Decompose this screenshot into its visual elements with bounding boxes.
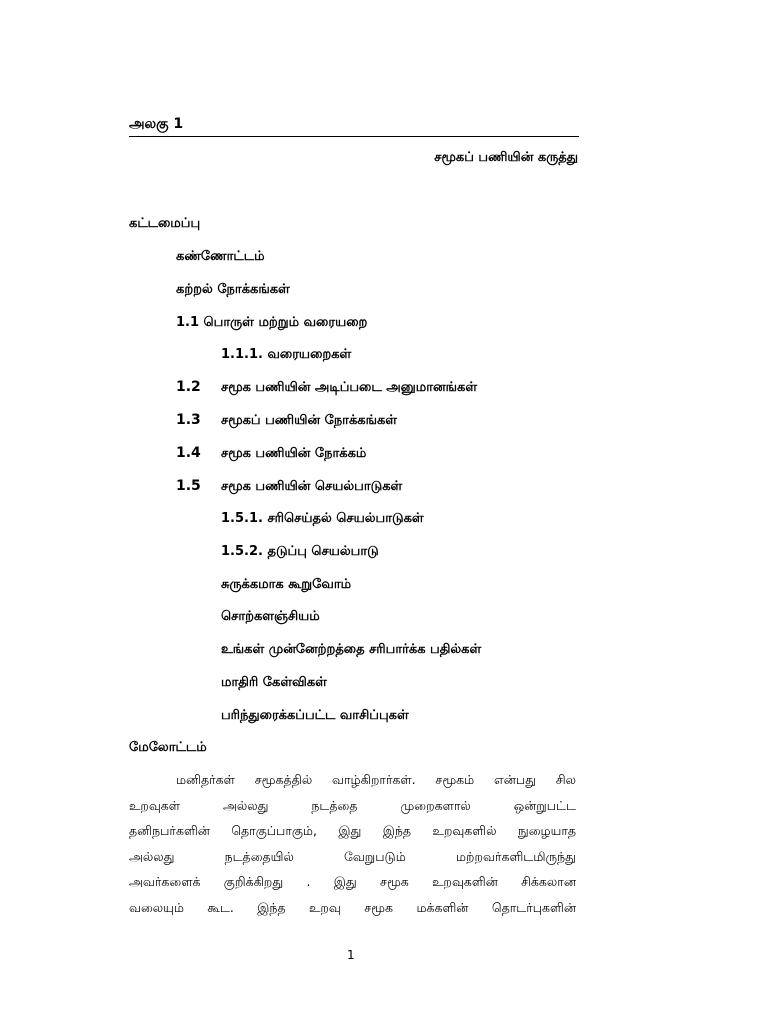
word: .	[306, 874, 311, 889]
header-rule	[129, 136, 579, 137]
word: சமூக	[364, 900, 394, 915]
toc-item: 1.1.1. வரையறைகள்	[221, 347, 352, 362]
paragraph-line	[129, 874, 576, 891]
word: இது	[338, 823, 362, 838]
toc-item: 1.1 பொருள் மற்றும் வரையறை	[176, 315, 368, 330]
word: தொடர்புகளின்	[491, 900, 576, 915]
paragraph-line	[176, 772, 576, 789]
toc-number: 1.5	[176, 478, 201, 494]
toc-item: கண்ணோட்டம்	[176, 249, 265, 264]
paragraph-line	[129, 823, 576, 840]
structure-heading: கட்டமைப்பு	[129, 216, 201, 231]
word: குறிக்கிறது	[223, 874, 284, 889]
word: சிக்கலான	[521, 874, 576, 889]
toc-item: சமூகப் பணியின் நோக்கங்கள்	[221, 413, 398, 428]
word: மக்களின்	[416, 900, 469, 915]
chapter-title: சமூகப் பணியின் கருத்து	[434, 150, 578, 165]
word: மற்றவர்களிடமிருந்து	[455, 849, 576, 864]
toc-item: சமூக பணியின் அடிப்படை அனுமானங்கள்	[221, 380, 478, 395]
word: சமூகத்தில்	[254, 772, 313, 787]
unit-label: அலகு 1	[129, 116, 184, 132]
toc-item: 1.5.1. சரிசெய்தல் செயல்பாடுகள்	[221, 511, 424, 526]
word: நுழையாத	[517, 823, 576, 838]
word: ஒன்றுபட்ட	[513, 798, 576, 813]
paragraph-line	[129, 849, 576, 866]
page-number: 1	[347, 948, 355, 962]
toc-item: 1.5.2. தடுப்பு செயல்பாடு	[221, 544, 379, 559]
word: அல்லது	[129, 849, 175, 864]
toc-number: 1.4	[176, 445, 201, 461]
word: அல்லது	[223, 798, 269, 813]
word: சமூகம்	[435, 772, 475, 787]
paragraph-line	[129, 798, 576, 815]
word: இந்த	[382, 823, 412, 838]
word: நடத்தையில்	[224, 849, 294, 864]
word: உறவுகள்	[129, 798, 181, 813]
toc-item: சொற்களஞ்சியம்	[221, 609, 320, 624]
word: உறவுகளின்	[432, 874, 498, 889]
word: தனிநபர்களின்	[129, 823, 210, 838]
word: சமூக	[380, 874, 409, 889]
paragraph-line	[129, 900, 576, 917]
toc-item: சுருக்கமாக கூறுவோம்	[221, 577, 352, 592]
word: வேறுபடும்	[343, 849, 406, 864]
word: மனிதர்கள்	[176, 772, 235, 787]
word: தொகுப்பாகும்,	[231, 823, 317, 838]
toc-item: சமூக பணியின் செயல்பாடுகள்	[221, 479, 403, 494]
toc-item: உங்கள் முன்னேற்றத்தை சரிபார்க்க பதில்கள்	[221, 642, 482, 657]
word: இந்த	[257, 900, 286, 915]
word: நடத்தை	[311, 798, 358, 813]
toc-item: பரிந்துரைக்கப்பட்ட வாசிப்புகள்	[221, 708, 409, 723]
word: வாழ்கிறார்கள்.	[332, 772, 416, 787]
toc-number: 1.2	[176, 379, 201, 395]
word: வலையும்	[129, 900, 184, 915]
word: உறவு	[309, 900, 341, 915]
word: கூட.	[207, 900, 234, 915]
word: முறைகளால்	[400, 798, 471, 813]
toc-item: கற்றல் நோக்கங்கள்	[176, 282, 290, 297]
word: அவர்களைக்	[129, 874, 201, 889]
overview-heading: மேலோட்டம்	[129, 740, 207, 755]
toc-item: மாதிரி கேள்விகள்	[221, 675, 327, 690]
toc-item: சமூக பணியின் நோக்கம்	[221, 446, 367, 461]
word: என்பது	[494, 772, 537, 787]
toc-number: 1.3	[176, 412, 201, 428]
word: இது	[333, 874, 357, 889]
word: உறவுகளில்	[432, 823, 497, 838]
word: சில	[555, 772, 576, 787]
